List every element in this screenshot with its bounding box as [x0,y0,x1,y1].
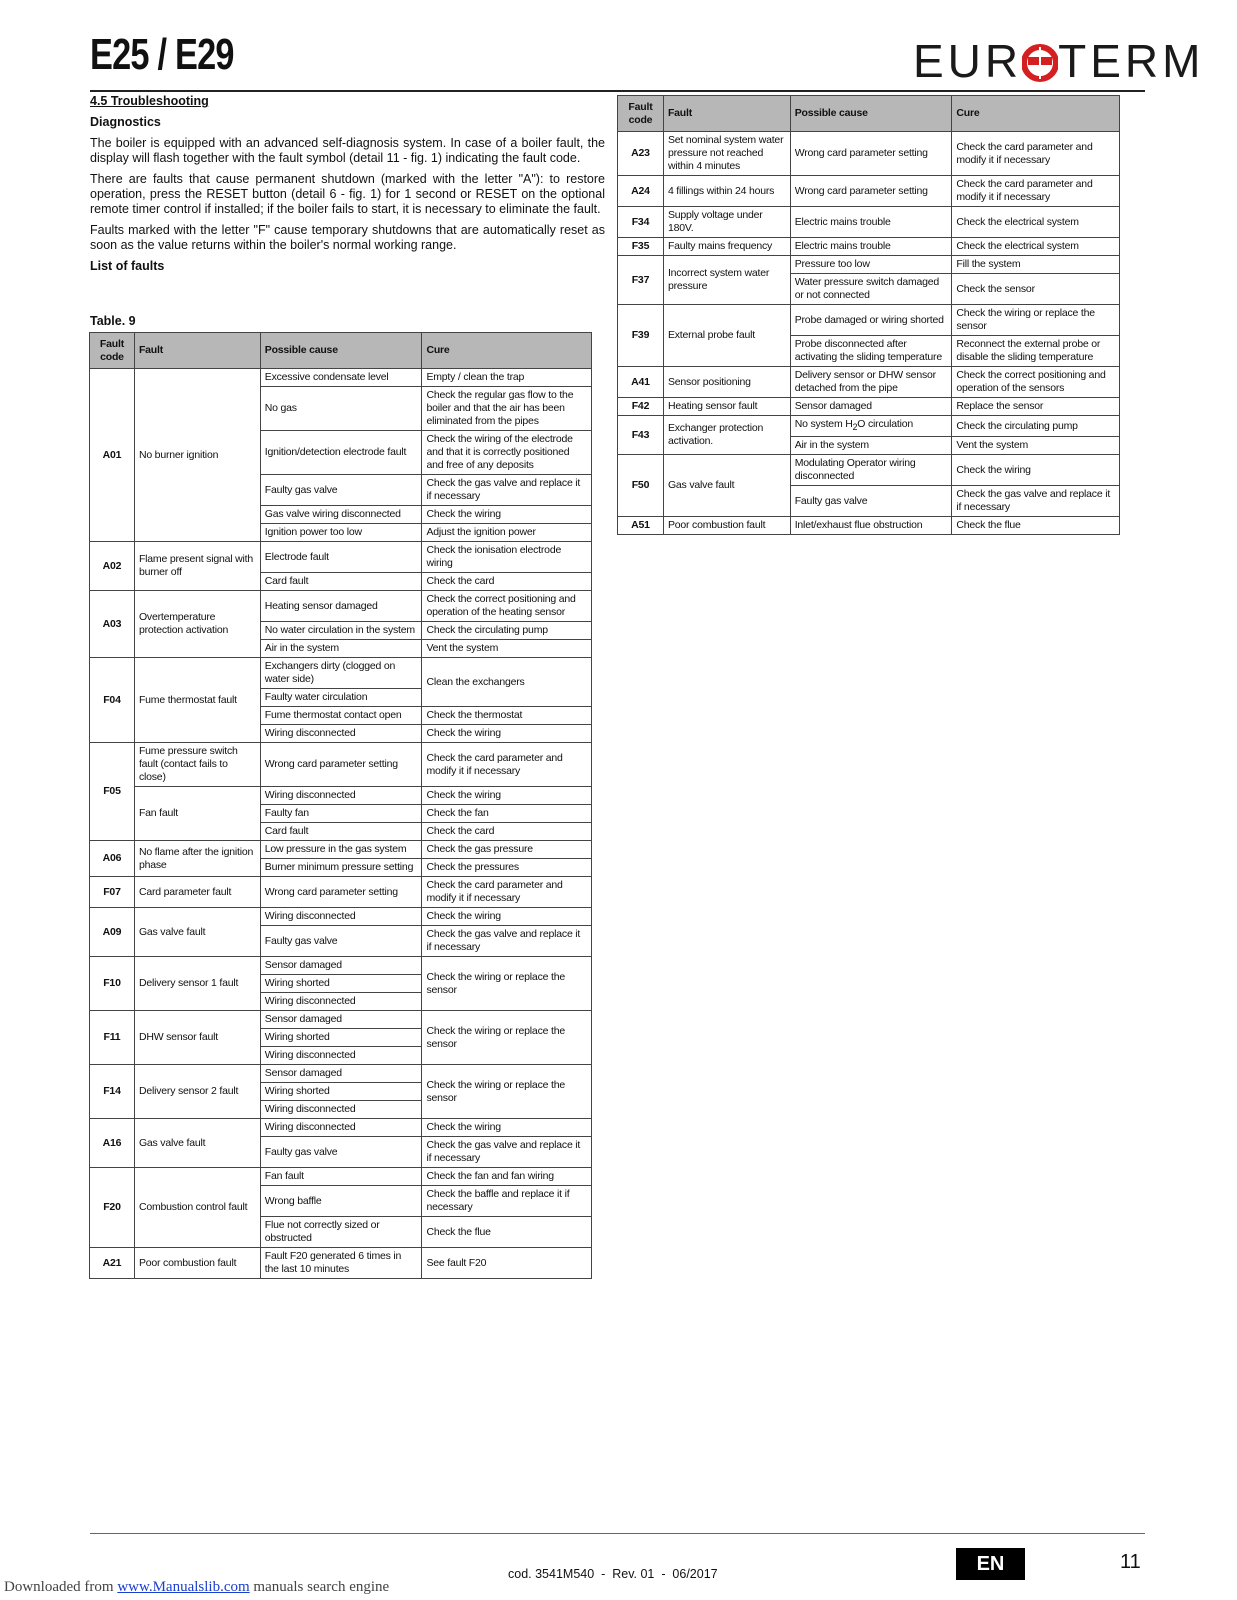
download-suffix: manuals search engine [249,1579,390,1595]
possible-cause: Card fault [260,573,422,591]
fault-code: F35 [618,238,664,256]
cure: Empty / clean the trap [422,369,592,387]
cure: Check the fan [422,805,592,823]
possible-cause: Ignition/detection electrode fault [260,431,422,475]
possible-cause: Heating sensor damaged [260,591,422,622]
possible-cause: No water circulation in the system [260,622,422,640]
table-row [90,1119,592,1137]
possible-cause: Ignition power too low [260,524,422,542]
possible-cause: Electric mains trouble [790,238,952,256]
cure: Check the regular gas flow to the boiler and that the air has been eliminated from the pipes [422,387,592,431]
fault-code: F50 [618,455,664,517]
possible-cause: Electric mains trouble [790,207,952,238]
fault-description: Combustion control fault [134,1168,260,1248]
possible-cause: Air in the system [790,437,952,455]
cure: Check the wiring or replace the sensor [952,305,1120,336]
cure: Check the sensor [952,274,1120,305]
download-prefix: Downloaded from [4,1579,118,1595]
table-row [618,238,1120,256]
cure: Check the card [422,573,592,591]
possible-cause: Wiring disconnected [260,1101,422,1119]
language-badge: EN [956,1548,1025,1580]
fault-table-right [617,95,1120,535]
header-divider [90,90,1145,92]
cure: Check the wiring [422,908,592,926]
possible-cause: Low pressure in the gas system [260,841,422,859]
fault-code: F34 [618,207,664,238]
table-row [618,207,1120,238]
download-note [4,1579,389,1596]
cure: Check the circulating pump [422,622,592,640]
document-code: cod. 3541M540 - Rev. 01 - 06/2017 [508,1567,718,1581]
possible-cause: Exchangers dirty (clogged on water side) [260,658,422,689]
cure: Vent the system [422,640,592,658]
list-heading: List of faults [90,259,165,273]
fault-description: No burner ignition [134,369,260,542]
intro-paragraph-2: There are faults that cause permanent shutdown (marked with the letter "A"): to restore operation, press the RESET button (detail 6 - fig. 1) for 1 second or RESET on the optional remote timer control if installed; if the boiler fails to start, it is necessary to eliminate the fault. [90,172,605,216]
possible-cause: Sensor damaged [790,398,952,416]
fault-description: Fume pressure switch fault (contact fails to close) [134,743,260,787]
fault-description: Set nominal system water pressure not reached within 4 minutes [663,132,790,176]
possible-cause: Wiring shorted [260,1029,422,1047]
fault-description: Card parameter fault [134,877,260,908]
possible-cause: Sensor damaged [260,1065,422,1083]
fault-description: Delivery sensor 1 fault [134,957,260,1011]
cure: Check the circulating pump [952,416,1120,437]
possible-cause: Electrode fault [260,542,422,573]
possible-cause: Flue not correctly sized or obstructed [260,1217,422,1248]
fault-table-left [89,332,592,1279]
cure: Check the gas valve and replace it if necessary [422,1137,592,1168]
possible-cause: Fault F20 generated 6 times in the last 10 minutes [260,1248,422,1279]
intro-paragraph-3: Faults marked with the letter "F" cause temporary shutdowns that are automatically reset as soon as the value returns within the boiler's normal working range. [90,223,605,252]
fault-code: A51 [618,517,664,535]
possible-cause: Pressure too low [790,256,952,274]
fault-code: F10 [90,957,135,1011]
fault-code: F39 [618,305,664,367]
table-row [90,877,592,908]
cure: Check the gas valve and replace it if necessary [422,926,592,957]
cure: Check the wiring or replace the sensor [422,1065,592,1119]
possible-cause: Modulating Operator wiring disconnected [790,455,952,486]
fault-description: Fume thermostat fault [134,658,260,743]
table-row [90,841,592,859]
fault-code: A09 [90,908,135,957]
header-cure: Cure [952,96,1120,132]
table-row [618,132,1120,176]
cure: Check the wiring of the electrode and that it is correctly positioned and free of any deposits [422,431,592,475]
fault-description: External probe fault [663,305,790,367]
fault-description: Poor combustion fault [663,517,790,535]
possible-cause: Wiring disconnected [260,725,422,743]
possible-cause: Wiring shorted [260,1083,422,1101]
cure: Check the wiring or replace the sensor [422,957,592,1011]
fault-code: F20 [90,1168,135,1248]
table-row [90,1168,592,1186]
header-fault: Fault [663,96,790,132]
table-header-row [618,96,1120,132]
diagnostics-heading: Diagnostics [90,115,161,129]
cure: Check the pressures [422,859,592,877]
table-row [618,367,1120,398]
fault-description: Exchanger protection activation. [663,416,790,455]
cure: Check the thermostat [422,707,592,725]
possible-cause: Probe damaged or wiring shorted [790,305,952,336]
table-row [90,542,592,573]
intro-section [90,94,605,274]
table-row [90,957,592,975]
cure: Check the correct positioning and operation of the sensors [952,367,1120,398]
header-code: Fault code [618,96,664,132]
possible-cause: Faulty gas valve [260,926,422,957]
possible-cause: Wiring disconnected [260,908,422,926]
possible-cause: Wrong card parameter setting [260,877,422,908]
fault-code: F42 [618,398,664,416]
fault-code: F14 [90,1065,135,1119]
fault-description: Gas valve fault [663,455,790,517]
possible-cause: Fan fault [260,1168,422,1186]
table-label: Table. 9 [90,314,136,328]
cure: Check the wiring [952,455,1120,486]
possible-cause: Burner minimum pressure setting [260,859,422,877]
cure: Check the card [422,823,592,841]
fault-code: A21 [90,1248,135,1279]
possible-cause: Excessive condensate level [260,369,422,387]
cure: Check the wiring [422,725,592,743]
possible-cause: Wiring disconnected [260,1047,422,1065]
cure: Check the gas valve and replace it if necessary [952,486,1120,517]
fault-code: F07 [90,877,135,908]
cure: Check the gas valve and replace it if necessary [422,475,592,506]
logo-mark-icon [1022,43,1058,83]
cure: Check the electrical system [952,207,1120,238]
fault-code: A06 [90,841,135,877]
cure: See fault F20 [422,1248,592,1279]
fault-code: A23 [618,132,664,176]
table-row [90,1065,592,1083]
fault-code: A01 [90,369,135,542]
fault-description: Flame present signal with burner off [134,542,260,591]
fault-code: A16 [90,1119,135,1168]
section-title: 4.5 Troubleshooting [90,94,209,108]
intro-paragraph-1: The boiler is equipped with an advanced self-diagnosis system. In case of a boiler fault, the display will flash together with the fault symbol (detail 11 - fig. 1) indicating the fault code. [90,136,605,165]
possible-cause: Wiring disconnected [260,993,422,1011]
fault-code: F43 [618,416,664,455]
cure: Check the card parameter and modify it if necessary [952,132,1120,176]
fault-description: Fan fault [134,787,260,841]
table-row [90,658,592,689]
cure: Clean the exchangers [422,658,592,707]
possible-cause: Sensor damaged [260,957,422,975]
fault-code: F37 [618,256,664,305]
possible-cause: Faulty gas valve [260,475,422,506]
cure: Check the card parameter and modify it if necessary [422,743,592,787]
header-cause: Possible cause [260,333,422,369]
possible-cause: Wiring shorted [260,975,422,993]
fault-description: Overtemperature protection activation [134,591,260,658]
possible-cause: Gas valve wiring disconnected [260,506,422,524]
cure: Check the wiring [422,1119,592,1137]
possible-cause: Inlet/exhaust flue obstruction [790,517,952,535]
fault-description: Faulty mains frequency [663,238,790,256]
table-row [90,591,592,622]
cure: Check the card parameter and modify it if necessary [952,176,1120,207]
fault-code: A24 [618,176,664,207]
fault-code: F05 [90,743,135,841]
page-number: 11 [1120,1551,1141,1573]
possible-cause: Wiring disconnected [260,1119,422,1137]
fault-description: Incorrect system water pressure [663,256,790,305]
table-row [90,743,592,787]
table-row [618,176,1120,207]
table-row [90,1011,592,1029]
cure: Check the wiring [422,787,592,805]
fault-description: Supply voltage under 180V. [663,207,790,238]
table-row [618,416,1120,437]
cure: Check the flue [952,517,1120,535]
table-row [618,455,1120,486]
fault-description: Delivery sensor 2 fault [134,1065,260,1119]
possible-cause: Wiring disconnected [260,787,422,805]
possible-cause: Air in the system [260,640,422,658]
table-row [618,305,1120,336]
cure: Reconnect the external probe or disable the sliding temperature [952,336,1120,367]
fault-code: F04 [90,658,135,743]
table-row [618,398,1120,416]
footer-divider [90,1533,1145,1534]
cure: Check the electrical system [952,238,1120,256]
possible-cause: Faulty gas valve [260,1137,422,1168]
possible-cause: Wrong baffle [260,1186,422,1217]
cure: Adjust the ignition power [422,524,592,542]
cure: Check the correct positioning and operation of the heating sensor [422,591,592,622]
cure: Check the baffle and replace it if necessary [422,1186,592,1217]
cure: Check the fan and fan wiring [422,1168,592,1186]
possible-cause: Probe disconnected after activating the sliding temperature [790,336,952,367]
cure: Check the card parameter and modify it if necessary [422,877,592,908]
table-row [90,908,592,926]
manualslib-link[interactable]: www.Manualslib.com [117,1579,250,1595]
fault-code: A03 [90,591,135,658]
table-row [618,256,1120,274]
fault-code: F11 [90,1011,135,1065]
fault-description: Poor combustion fault [134,1248,260,1279]
possible-cause: Card fault [260,823,422,841]
header-cure: Cure [422,333,592,369]
cure: Check the wiring or replace the sensor [422,1011,592,1065]
header-fault: Fault [134,333,260,369]
possible-cause: Delivery sensor or DHW sensor detached from the pipe [790,367,952,398]
possible-cause: Faulty fan [260,805,422,823]
possible-cause: No system $H_2O$ circulation [790,416,952,437]
cure: Replace the sensor [952,398,1120,416]
cure: Check the flue [422,1217,592,1248]
fault-description: Heating sensor fault [663,398,790,416]
possible-cause: No gas [260,387,422,431]
cure: Check the gas pressure [422,841,592,859]
possible-cause: Wrong card parameter setting [790,176,952,207]
possible-cause: Sensor damaged [260,1011,422,1029]
fault-description: DHW sensor fault [134,1011,260,1065]
fault-description: No flame after the ignition phase [134,841,260,877]
table-row [618,517,1120,535]
fault-code: A02 [90,542,135,591]
fault-code: A41 [618,367,664,398]
euroterm-logo: EUR TERM [913,35,1205,87]
fault-description: Gas valve fault [134,908,260,957]
cure: Vent the system [952,437,1120,455]
fault-description: 4 fillings within 24 hours [663,176,790,207]
table-row [90,787,592,805]
fault-description: Sensor positioning [663,367,790,398]
possible-cause: Fume thermostat contact open [260,707,422,725]
fault-description: Gas valve fault [134,1119,260,1168]
cure: Check the ionisation electrode wiring [422,542,592,573]
header-code: Fault code [90,333,135,369]
cure: Fill the system [952,256,1120,274]
table-header-row [90,333,592,369]
possible-cause: Faulty water circulation [260,689,422,707]
subscript: 2 [852,422,858,433]
possible-cause: Wrong card parameter setting [790,132,952,176]
possible-cause: Water pressure switch damaged or not connected [790,274,952,305]
header-cause: Possible cause [790,96,952,132]
table-row [90,369,592,387]
cure: Check the wiring [422,506,592,524]
table-row [90,1248,592,1279]
possible-cause: Wrong card parameter setting [260,743,422,787]
possible-cause: Faulty gas valve [790,486,952,517]
page-title: E25 / E29 [90,30,234,79]
